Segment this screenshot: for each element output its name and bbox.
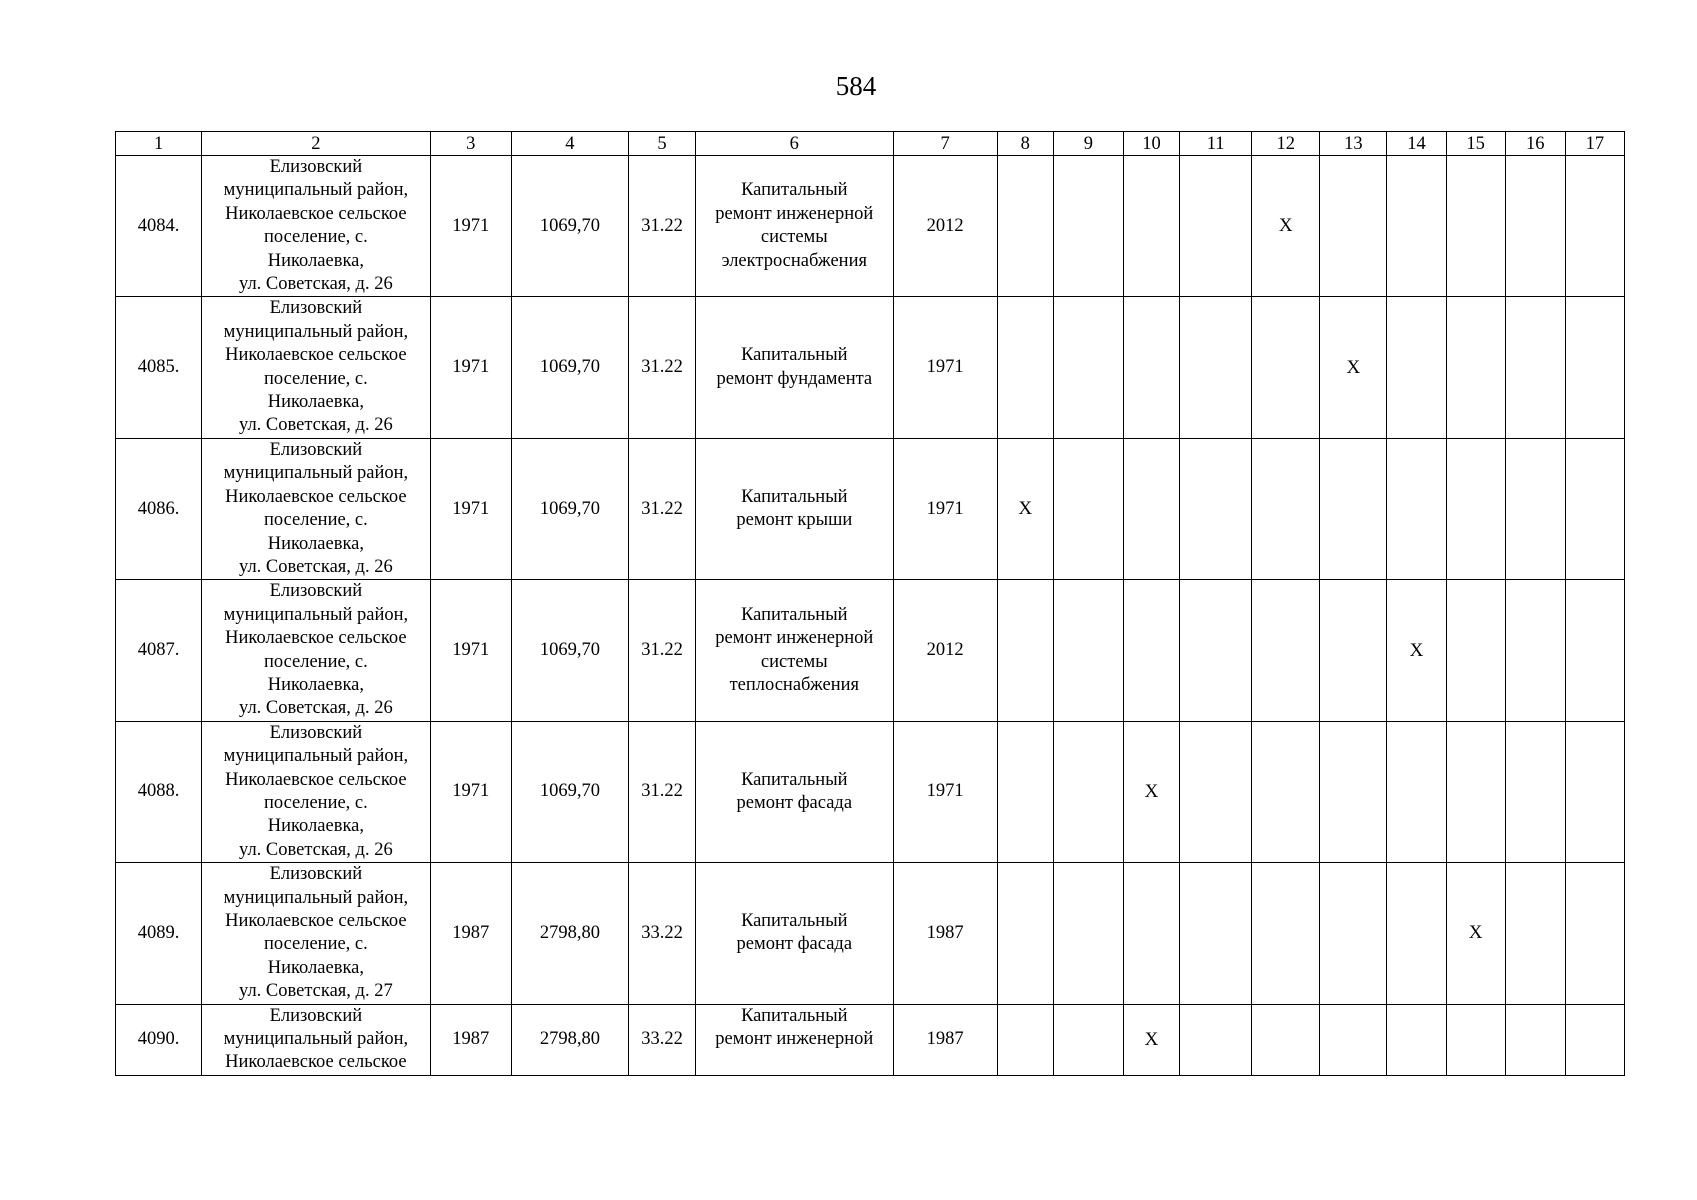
- address-cell-line: ул. Советская, д. 26: [239, 415, 393, 436]
- year-built-cell: 1971: [430, 580, 511, 721]
- address-cell: [202, 297, 430, 438]
- address-cell-line: Елизовский: [269, 722, 363, 743]
- mark-cell-col-17: [1565, 721, 1624, 862]
- table-row: [116, 721, 1625, 862]
- mark-cell-col-13: X: [1320, 297, 1387, 438]
- address-cell-line: поселение, с.: [263, 792, 368, 813]
- work-type-cell-line: ремонт крыши: [736, 510, 853, 531]
- mark-cell-col-12: X: [1252, 156, 1320, 297]
- mark-cell-col-9: [1053, 580, 1123, 721]
- mark-cell-col-9: [1053, 438, 1123, 579]
- work-type-cell: [696, 438, 893, 579]
- address-cell-line: ул. Советская, д. 26: [239, 556, 393, 577]
- year-built-cell: 1971: [430, 297, 511, 438]
- work-type-cell-line: ремонт фасада: [736, 792, 853, 813]
- year-built-cell: 1971: [430, 438, 511, 579]
- year-cell: 1987: [893, 1004, 997, 1075]
- row-number-cell: 4086.: [116, 438, 202, 579]
- address-cell-text: [204, 297, 427, 437]
- work-type-cell-line: электроснабжения: [721, 250, 867, 271]
- mark-cell-col-8: [997, 156, 1053, 297]
- mark-cell-col-13: [1320, 1004, 1387, 1075]
- mark-cell-col-10: [1123, 863, 1179, 1004]
- work-type-cell-line: Капитальный: [741, 180, 848, 201]
- mark-cell-col-15: [1446, 438, 1505, 579]
- work-type-cell: [696, 721, 893, 862]
- column-header-7: 7: [893, 132, 997, 156]
- address-cell-text: [204, 722, 427, 862]
- address-cell-text: [204, 580, 427, 720]
- table-row: [116, 297, 1625, 438]
- address-cell-text: [204, 1005, 427, 1075]
- column-header-16: 16: [1505, 132, 1565, 156]
- work-type-cell-line: системы: [760, 651, 828, 672]
- address-cell-line: ул. Советская, д. 26: [239, 698, 393, 719]
- work-type-cell: [696, 156, 893, 297]
- mark-cell-col-15: X: [1446, 863, 1505, 1004]
- table-header: [116, 132, 1625, 156]
- address-cell-line: Николаевка,: [267, 250, 364, 271]
- column-header-14: 14: [1387, 132, 1446, 156]
- address-cell-line: поселение, с.: [263, 934, 368, 955]
- mark-cell-col-10: [1123, 438, 1179, 579]
- work-type-cell: [696, 863, 893, 1004]
- year-built-cell: 1987: [430, 863, 511, 1004]
- mark-cell-col-10: [1123, 156, 1179, 297]
- address-cell-text: [204, 863, 427, 1003]
- table-row: [116, 438, 1625, 579]
- mark-cell-col-8: [997, 297, 1053, 438]
- mark-cell-col-16: [1505, 297, 1565, 438]
- year-cell: 2012: [893, 580, 997, 721]
- row-number-cell: 4087.: [116, 580, 202, 721]
- work-type-cell-text: [698, 910, 890, 957]
- mark-cell-col-16: [1505, 580, 1565, 721]
- mark-cell-col-11: [1180, 438, 1252, 579]
- year-built-cell: 1971: [430, 721, 511, 862]
- address-cell-line: Николаевка,: [267, 392, 364, 413]
- mark-cell-col-12: [1252, 1004, 1320, 1075]
- mark-cell-col-14: X: [1387, 580, 1446, 721]
- column-header-8: 8: [997, 132, 1053, 156]
- address-cell: [202, 863, 430, 1004]
- mark-cell-col-15: [1446, 297, 1505, 438]
- header-row: [116, 132, 1625, 156]
- year-cell: 2012: [893, 156, 997, 297]
- address-cell-line: поселение, с.: [263, 227, 368, 248]
- address-cell: [202, 721, 430, 862]
- work-type-cell-line: системы: [760, 227, 828, 248]
- mark-cell-col-15: [1446, 156, 1505, 297]
- row-number-cell: 4089.: [116, 863, 202, 1004]
- mark-cell-col-10: X: [1123, 1004, 1179, 1075]
- mark-cell-col-16: [1505, 721, 1565, 862]
- mark-cell-col-14: [1387, 297, 1446, 438]
- row-number-cell: 4088.: [116, 721, 202, 862]
- year-built-cell: 1971: [430, 156, 511, 297]
- mark-cell-col-17: [1565, 438, 1624, 579]
- mark-cell-col-11: [1180, 297, 1252, 438]
- address-cell-line: Николаевское сельское: [225, 486, 407, 507]
- work-type-cell-line: ремонт фасада: [736, 934, 853, 955]
- work-type-cell-line: ремонт инженерной: [715, 628, 874, 649]
- mark-cell-col-12: [1252, 438, 1320, 579]
- work-type-cell: [696, 580, 893, 721]
- column-header-4: 4: [511, 132, 628, 156]
- work-type-cell-text: [698, 604, 890, 698]
- table-row: [116, 156, 1625, 297]
- year-cell: 1987: [893, 863, 997, 1004]
- mark-cell-col-9: [1053, 721, 1123, 862]
- mark-cell-col-9: [1053, 863, 1123, 1004]
- mark-cell-col-8: [997, 863, 1053, 1004]
- mark-cell-col-16: [1505, 863, 1565, 1004]
- address-cell-text: [204, 439, 427, 579]
- address-cell-line: ул. Советская, д. 26: [239, 274, 393, 295]
- row-number-cell: 4090.: [116, 1004, 202, 1075]
- mark-cell-col-12: [1252, 863, 1320, 1004]
- work-type-cell-line: Капитальный: [741, 911, 848, 931]
- address-cell-line: муниципальный район,: [223, 463, 409, 484]
- column-header-6: 6: [696, 132, 893, 156]
- work-type-cell-text: [698, 769, 890, 816]
- address-cell: [202, 156, 430, 297]
- year-cell: 1971: [893, 721, 997, 862]
- address-cell-line: муниципальный район,: [223, 746, 409, 767]
- mark-cell-col-15: [1446, 580, 1505, 721]
- code-cell: 31.22: [628, 438, 695, 579]
- year-cell: 1971: [893, 438, 997, 579]
- address-cell-line: поселение, с.: [263, 368, 368, 389]
- mark-cell-col-13: [1320, 863, 1387, 1004]
- mark-cell-col-11: [1180, 156, 1252, 297]
- address-cell-line: муниципальный район,: [223, 604, 409, 625]
- address-cell-line: Николаевское сельское: [225, 628, 407, 649]
- column-header-5: 5: [628, 132, 695, 156]
- mark-cell-col-14: [1387, 156, 1446, 297]
- page-number: 584: [835, 71, 877, 101]
- mark-cell-col-10: [1123, 297, 1179, 438]
- area-cell: 1069,70: [511, 721, 628, 862]
- mark-cell-col-14: [1387, 1004, 1446, 1075]
- mark-cell-col-17: [1565, 297, 1624, 438]
- column-header-11: 11: [1180, 132, 1252, 156]
- mark-cell-col-11: [1180, 580, 1252, 721]
- mark-cell-col-13: [1320, 438, 1387, 579]
- address-cell-line: Елизовский: [269, 157, 363, 177]
- column-header-9: 9: [1053, 132, 1123, 156]
- year-built-cell: 1987: [430, 1004, 511, 1075]
- work-type-cell-line: Капитальный: [741, 769, 848, 790]
- work-type-cell-text: [698, 486, 890, 533]
- mark-cell-col-9: [1053, 1004, 1123, 1075]
- mark-cell-col-13: [1320, 580, 1387, 721]
- table-body: [116, 156, 1625, 1076]
- work-type-cell-text: [698, 1005, 890, 1052]
- code-cell: 31.22: [628, 297, 695, 438]
- table-row: [116, 863, 1625, 1004]
- address-cell-line: Николаевское сельское: [225, 911, 407, 931]
- area-cell: 1069,70: [511, 580, 628, 721]
- mark-cell-col-10: [1123, 580, 1179, 721]
- address-cell-line: Николаевское сельское: [225, 1052, 407, 1073]
- mark-cell-col-15: [1446, 1004, 1505, 1075]
- address-cell-line: Елизовский: [269, 1005, 363, 1026]
- mark-cell-col-8: [997, 1004, 1053, 1075]
- column-header-3: 3: [430, 132, 511, 156]
- work-type-cell-line: ремонт инженерной: [715, 1029, 874, 1050]
- work-type-cell-line: ремонт фундамента: [716, 368, 873, 389]
- table-row: [116, 1004, 1625, 1075]
- work-type-cell-text: [698, 344, 890, 391]
- mark-cell-col-12: [1252, 721, 1320, 862]
- mark-cell-col-15: [1446, 721, 1505, 862]
- address-cell-line: Елизовский: [269, 298, 363, 319]
- code-cell: 33.22: [628, 863, 695, 1004]
- address-cell-line: муниципальный район,: [223, 180, 409, 201]
- mark-cell-col-13: [1320, 156, 1387, 297]
- mark-cell-col-17: [1565, 863, 1624, 1004]
- mark-cell-col-11: [1180, 863, 1252, 1004]
- area-cell: 1069,70: [511, 438, 628, 579]
- mark-cell-col-16: [1505, 156, 1565, 297]
- mark-cell-col-17: [1565, 580, 1624, 721]
- column-header-17: 17: [1565, 132, 1624, 156]
- mark-cell-col-17: [1565, 156, 1624, 297]
- table-row: [116, 580, 1625, 721]
- column-header-10: 10: [1123, 132, 1179, 156]
- address-cell-line: Елизовский: [269, 864, 363, 885]
- address-cell-line: Елизовский: [269, 439, 363, 460]
- column-header-12: 12: [1252, 132, 1320, 156]
- area-cell: 1069,70: [511, 297, 628, 438]
- mark-cell-col-8: X: [997, 438, 1053, 579]
- address-cell-line: Николаевка,: [267, 533, 364, 554]
- work-type-cell-line: теплоснабжения: [729, 674, 860, 695]
- address-cell-text: [204, 156, 427, 296]
- address-cell-line: Николаевка,: [267, 816, 364, 837]
- area-cell: 1069,70: [511, 156, 628, 297]
- area-cell: 2798,80: [511, 1004, 628, 1075]
- address-cell-line: муниципальный район,: [223, 321, 409, 342]
- mark-cell-col-16: [1505, 1004, 1565, 1075]
- code-cell: 31.22: [628, 721, 695, 862]
- work-type-cell-text: [698, 179, 890, 273]
- address-cell-line: Николаевка,: [267, 674, 364, 695]
- address-cell-line: ул. Советская, д. 26: [239, 839, 393, 860]
- mark-cell-col-16: [1505, 438, 1565, 579]
- mark-cell-col-12: [1252, 297, 1320, 438]
- mark-cell-col-9: [1053, 156, 1123, 297]
- address-cell: [202, 1004, 430, 1075]
- address-cell-line: Николаевское сельское: [225, 203, 407, 224]
- mark-cell-col-8: [997, 580, 1053, 721]
- work-type-cell: [696, 297, 893, 438]
- mark-cell-col-14: [1387, 721, 1446, 862]
- mark-cell-col-8: [997, 721, 1053, 862]
- column-header-13: 13: [1320, 132, 1387, 156]
- mark-cell-col-11: [1180, 721, 1252, 862]
- address-cell-line: Николаевское сельское: [225, 769, 407, 790]
- area-cell: 2798,80: [511, 863, 628, 1004]
- column-header-15: 15: [1446, 132, 1505, 156]
- work-type-cell: [696, 1004, 893, 1075]
- work-type-cell-line: Капитальный: [741, 345, 848, 366]
- mark-cell-col-17: [1565, 1004, 1624, 1075]
- mark-cell-col-9: [1053, 297, 1123, 438]
- address-cell-line: поселение, с.: [263, 510, 368, 531]
- work-type-cell-line: Капитальный: [741, 486, 848, 507]
- address-cell-line: Елизовский: [269, 581, 363, 602]
- year-cell: 1971: [893, 297, 997, 438]
- work-type-cell-line: ремонт инженерной: [715, 203, 874, 224]
- work-type-cell-line: Капитальный: [741, 1005, 848, 1026]
- mark-cell-col-11: [1180, 1004, 1252, 1075]
- address-cell-line: ул. Советская, д. 27: [239, 981, 393, 1002]
- address-cell: [202, 438, 430, 579]
- mark-cell-col-14: [1387, 438, 1446, 579]
- column-header-2: 2: [202, 132, 430, 156]
- mark-cell-col-12: [1252, 580, 1320, 721]
- mark-cell-col-14: [1387, 863, 1446, 1004]
- address-cell-line: Николаевское сельское: [225, 345, 407, 366]
- code-cell: 31.22: [628, 156, 695, 297]
- code-cell: 31.22: [628, 580, 695, 721]
- address-cell-line: муниципальный район,: [223, 1029, 409, 1050]
- address-cell-line: Николаевка,: [267, 957, 364, 978]
- code-cell: 33.22: [628, 1004, 695, 1075]
- address-cell: [202, 580, 430, 721]
- work-type-cell-line: Капитальный: [741, 604, 848, 625]
- column-header-1: 1: [116, 132, 202, 156]
- registry-table: [115, 131, 1625, 1076]
- row-number-cell: 4085.: [116, 297, 202, 438]
- mark-cell-col-13: [1320, 721, 1387, 862]
- mark-cell-col-10: X: [1123, 721, 1179, 862]
- address-cell-line: муниципальный район,: [223, 887, 409, 908]
- address-cell-line: поселение, с.: [263, 651, 368, 672]
- row-number-cell: 4084.: [116, 156, 202, 297]
